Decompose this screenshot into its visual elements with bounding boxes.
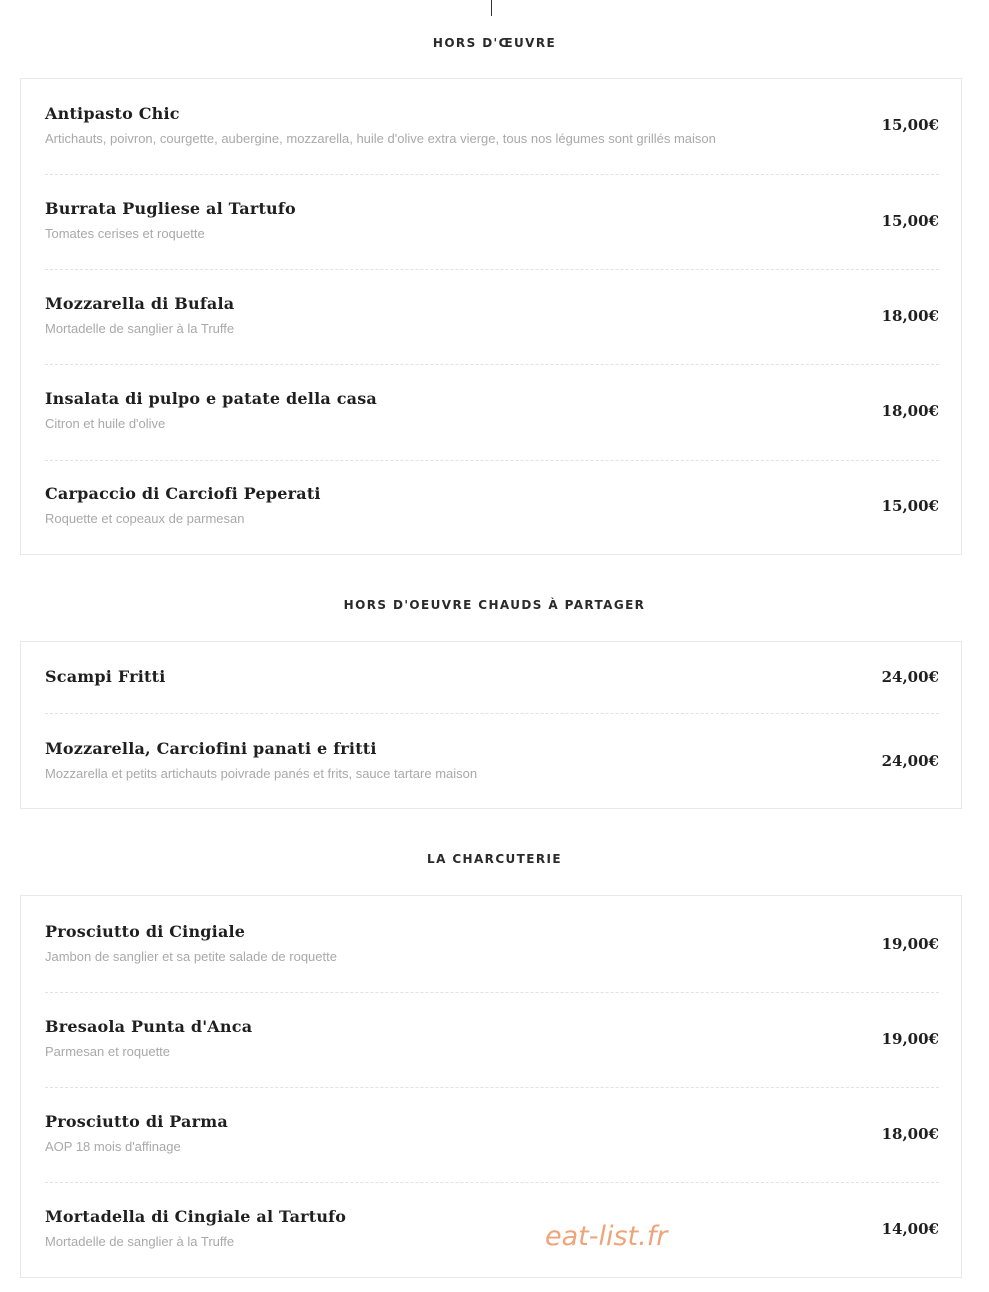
item-name: Insalata di pulpo e patate della casa (45, 389, 377, 408)
menu-item (45, 104, 939, 154)
item-name: Carpaccio di Carciofi Peperati (45, 484, 321, 503)
item-description: Tomates cerises et roquette (45, 226, 205, 241)
item-name: Scampi Fritti (45, 667, 166, 686)
menu-item (45, 199, 939, 249)
item-description: Mortadelle de sanglier à la Truffe (45, 321, 235, 336)
item-description: AOP 18 mois d'affinage (45, 1139, 181, 1154)
item-description: Citron et huile d'olive (45, 416, 166, 431)
section-title-hors-doeuvre-chauds: HORS D'OEUVRE CHAUDS À PARTAGER (343, 598, 646, 612)
item-separator (45, 992, 939, 993)
item-description: Jambon de sanglier et sa petite salade de roquette (45, 949, 337, 964)
section-title-la-charcuterie: LA CHARCUTERIE (427, 852, 562, 866)
item-description: Artichauts, poivron, courgette, aubergine, mozzarella, huile d'olive extra vierge, tous nos légumes sont grillés maison (45, 131, 716, 146)
menu-item (45, 1207, 939, 1257)
watermark-text: eat-list.fr (545, 1221, 668, 1252)
menu-card-hors-doeuvre (20, 78, 962, 555)
menu-item (45, 667, 939, 697)
item-description: Parmesan et roquette (45, 1044, 171, 1059)
item-name: Bresaola Punta d'Anca (45, 1017, 253, 1036)
item-price: 15,00€ (881, 116, 939, 134)
menu-item (45, 922, 939, 972)
item-price: 24,00€ (881, 668, 939, 686)
item-price: 14,00€ (881, 1220, 939, 1238)
item-description: Roquette et copeaux de parmesan (45, 511, 245, 526)
top-divider-line (491, 0, 492, 16)
menu-item (45, 1017, 939, 1067)
menu-card-la-charcuterie (20, 895, 962, 1278)
item-name: Prosciutto di Parma (45, 1112, 228, 1131)
item-separator (45, 1087, 939, 1088)
item-price: 18,00€ (881, 402, 939, 420)
section-title-hors-doeuvre: HORS D'ŒUVRE (432, 36, 557, 50)
menu-item (45, 294, 939, 344)
item-name: Mortadella di Cingiale al Tartufo (45, 1207, 347, 1226)
menu-item (45, 484, 939, 534)
item-separator (45, 1182, 939, 1183)
menu-item (45, 739, 939, 789)
item-name: Prosciutto di Cingiale (45, 922, 246, 941)
item-name: Burrata Pugliese al Tartufo (45, 199, 296, 218)
menu-item (45, 389, 939, 439)
item-name: Mozzarella, Carciofini panati e fritti (45, 739, 377, 758)
menu-card-hors-doeuvre-chauds (20, 641, 962, 809)
item-separator (45, 713, 939, 714)
item-price: 15,00€ (881, 212, 939, 230)
item-price: 19,00€ (881, 1030, 939, 1048)
item-separator (45, 269, 939, 270)
item-name: Antipasto Chic (45, 104, 180, 123)
item-name: Mozzarella di Bufala (45, 294, 235, 313)
item-description: Mortadelle de sanglier à la Truffe (45, 1234, 235, 1249)
item-description: Mozzarella et petits artichauts poivrade panés et frits, sauce tartare maison (45, 766, 478, 781)
item-price: 19,00€ (881, 935, 939, 953)
item-price: 15,00€ (881, 497, 939, 515)
item-separator (45, 174, 939, 175)
item-price: 18,00€ (881, 1125, 939, 1143)
menu-item (45, 1112, 939, 1162)
item-price: 24,00€ (881, 752, 939, 770)
item-separator (45, 364, 939, 365)
item-price: 18,00€ (881, 307, 939, 325)
item-separator (45, 460, 939, 461)
